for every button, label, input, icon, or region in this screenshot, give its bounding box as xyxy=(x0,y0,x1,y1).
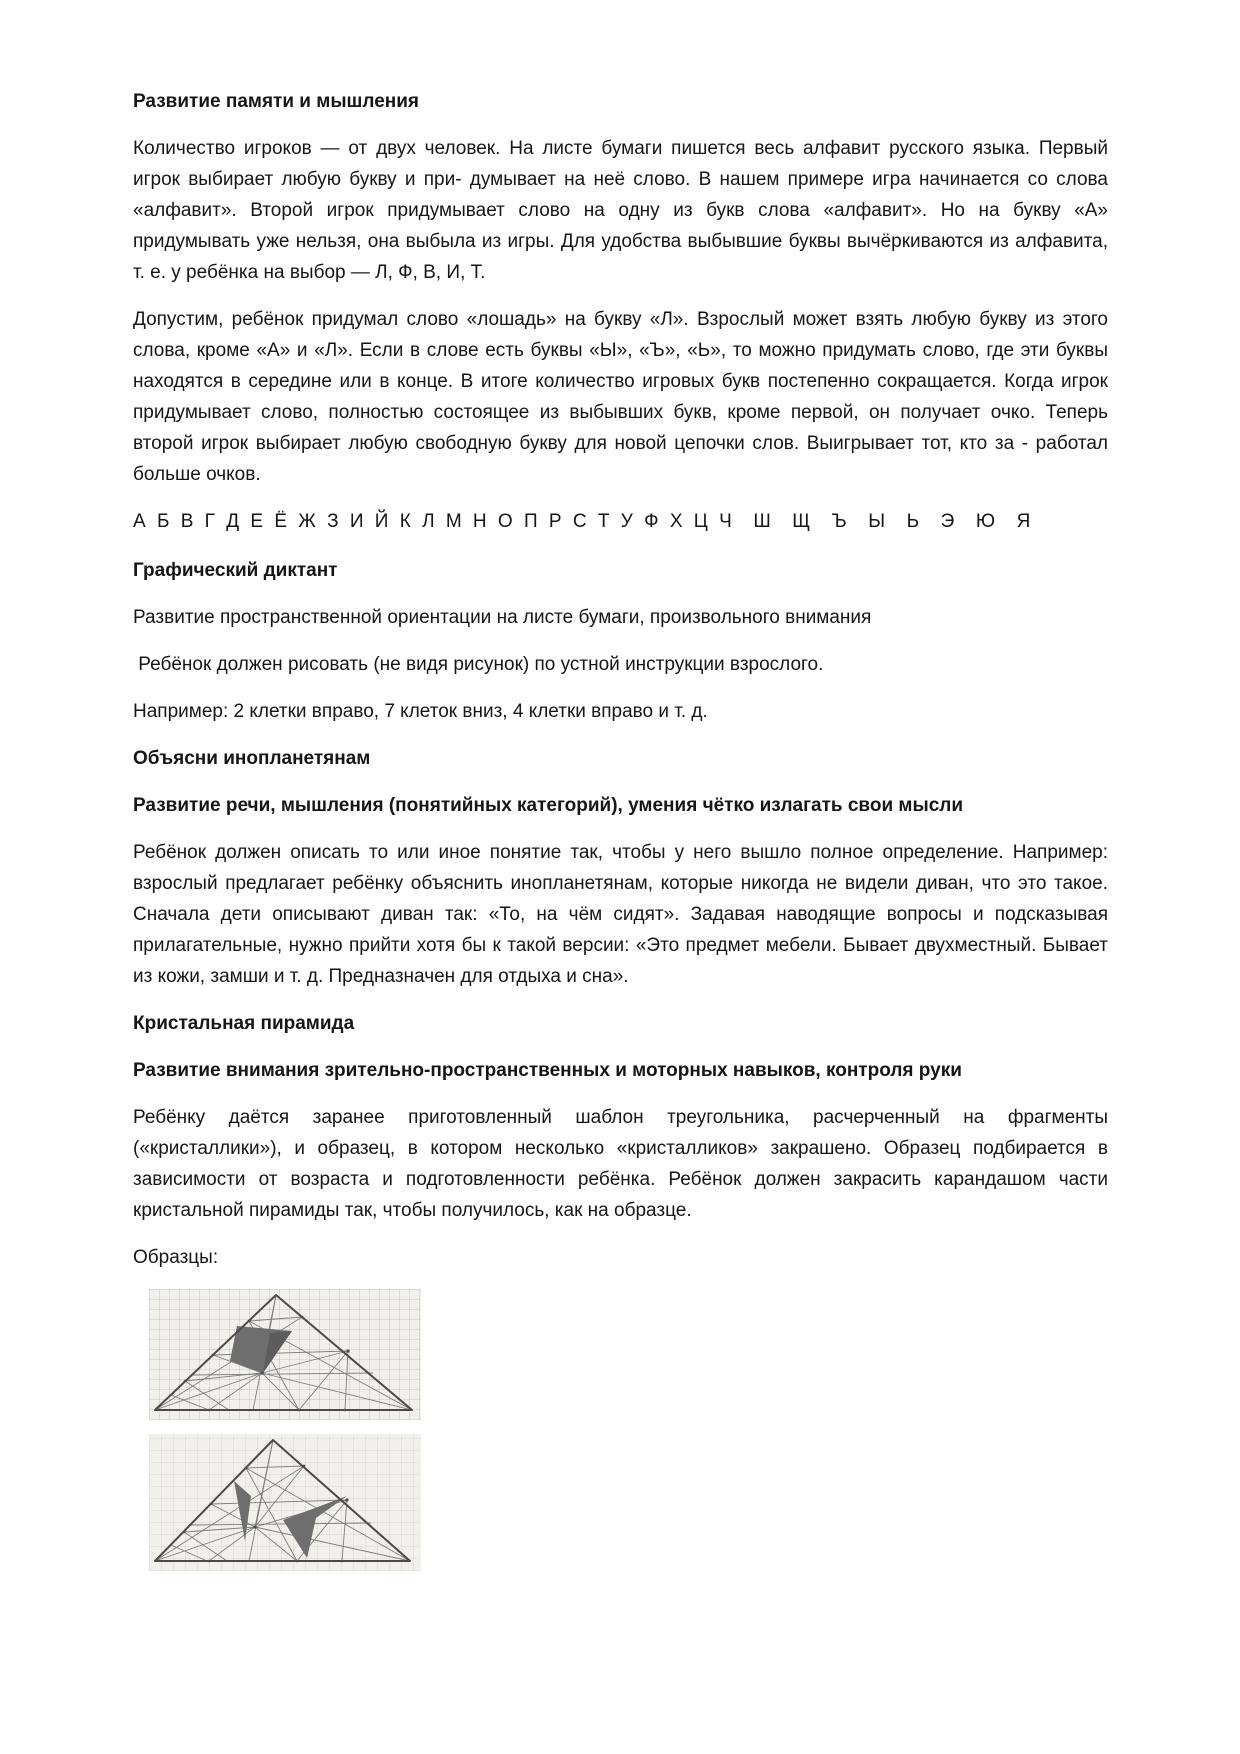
triangle-diagram-1 xyxy=(149,1289,421,1420)
paragraph-alphabet-game-rules-2: Допустим, ребёнок придумал слово «лошадь» на букву «Л». Взрослый может взять любую букву из этого слова, кроме «А» и «Л». Если в слове есть буквы «Ы», «Ъ», «Ь», то можно придумать слово, где эти буквы находятся в середине или в конце. В итоге количество игровых букв постепенно сокращается. Когда игрок придумывает слово, полностью состоящее из выбывших букв, кроме первой, он получает очко. Теперь второй игрок выбирает любую свободную букву для новой цепочки слов. Выигрывает тот, кто за - работал больше очков. xyxy=(133,309,1108,485)
heading-memory-development: Развитие памяти и мышления xyxy=(133,91,420,112)
heading-graphic-dictation: Графический диктант xyxy=(133,560,338,581)
triangle-inner-lines xyxy=(155,1440,410,1561)
paragraph-graphic-purpose: Развитие пространственной ориентации на листе бумаги, произвольного внимания xyxy=(133,607,872,628)
paragraph-alphabet-game-rules-1: Количество игроков — от двух человек. На листе бумаги пишется весь алфавит русского языка. Первый игрок выбирает любую букву и при- думывает на неё слово. В нашем примере игра начинается со слова «алфавит». Второй игрок придумывает слово на одну из букв слова «алфавит». Но на букву «А» придумывать уже нельзя, она выбыла из игры. Для удобства выбывшие буквы вычёркиваются из алфавита, т. е. у ребёнка на выбор — Л, Ф, В, И, Т. xyxy=(133,138,1108,283)
figure-crystal-pyramid-sample-1 xyxy=(149,1289,421,1420)
figure-crystal-pyramid-sample-2 xyxy=(149,1434,421,1571)
shaded-fragment-right xyxy=(283,1496,347,1558)
triangle-outline xyxy=(155,1440,410,1561)
heading-crystal-pyramid: Кристальная пирамида xyxy=(133,1013,355,1034)
paragraph-aliens-purpose: Развитие речи, мышления (понятийных категорий), умения чётко излагать свои мысли xyxy=(133,795,964,816)
paragraph-pyramid-purpose: Развитие внимания зрительно-пространственных и моторных навыков, контроля руки xyxy=(133,1060,962,1081)
samples-label: Образцы: xyxy=(133,1247,219,1268)
triangle-inner-lines xyxy=(155,1295,412,1410)
paragraph-pyramid-body: Ребёнку даётся заранее приготовленный шаблон треугольника, расчерченный на фрагменты («кристаллики»), и образец, в котором несколько «кристалликов» закрашено. Образец подбирается в зависимости от возраста и подготовленности ребёнка. Ребёнок должен закрасить карандашом части кристальной пирамиды так, чтобы получилось, как на образце. xyxy=(133,1107,1108,1221)
paragraph-aliens-body: Ребёнок должен описать то или иное понятие так, чтобы у него вышло полное определение. Например: взрослый предлагает ребёнку объяснить инопланетянам, которые никогда не видели диван, что это такое. Сначала дети описывают диван так: «То, на чём сидят». Задавая наводящие вопросы и подсказывая прилагательные, нужно прийти хотя бы к такой версии: «Это предмет мебели. Бывает двухместный. Бывает из кожи, замши и т. д. Предназначен для отдыха и сна». xyxy=(133,842,1108,987)
alphabet-line: А Б В Г Д Е Ё Ж З И Й К Л М Н О П Р С Т У Ф Х Ц Ч Ш Щ Ъ Ы Ь Э Ю Я xyxy=(133,511,1032,532)
paragraph-graphic-example: Например: 2 клетки вправо, 7 клеток вниз, 4 клетки вправо и т. д. xyxy=(133,701,708,722)
triangle-diagram-2 xyxy=(149,1434,421,1571)
paragraph-graphic-instruction: Ребёнок должен рисовать (не видя рисунок) по устной инструкции взрослого. xyxy=(133,654,824,675)
heading-explain-to-aliens: Объясни инопланетянам xyxy=(133,748,371,769)
